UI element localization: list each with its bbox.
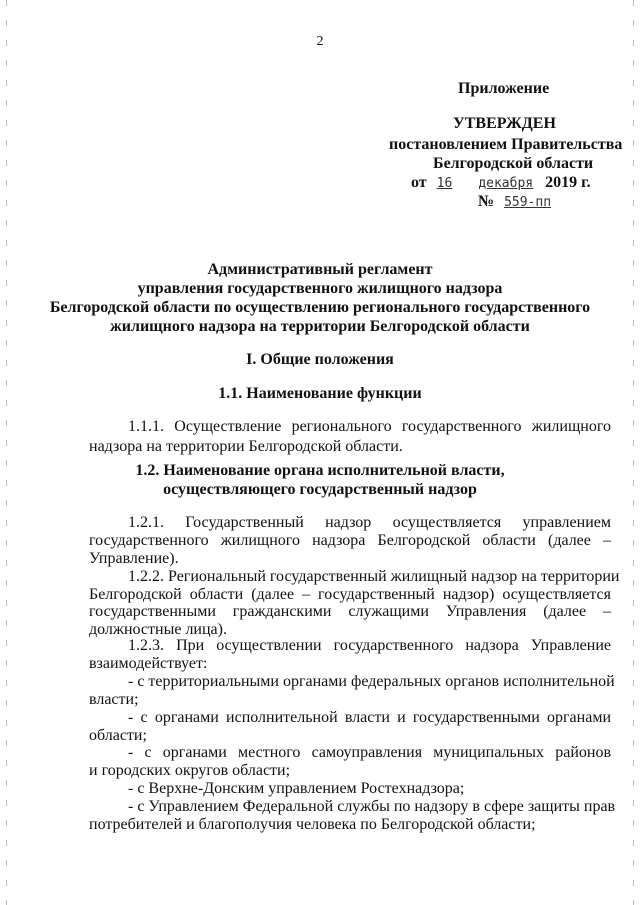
item2-line1: - с органами исполнительной власти и государственными органами [128, 709, 611, 726]
approved-by-line2: Белгородской области [433, 155, 594, 172]
item3-line2: и городских округов области; [89, 762, 291, 779]
approved-label: УТВЕРЖДЕН [453, 115, 556, 132]
p121-line2: государственного жилищного надзора Белгородской области (далее – [89, 532, 611, 549]
p111-line2: надзора на территории Белгородской области. [89, 438, 403, 455]
item5-line1: - с Управлением Федеральной службы по надзору в сфере защиты прав [128, 798, 616, 815]
p122-line2: Белгородской области (далее – государственный надзор) осуществляется [89, 586, 611, 603]
appendix-label: Приложение [458, 80, 550, 97]
title-line2: управления государственного жилищного надзора [137, 280, 503, 297]
date-day: 16 [436, 176, 453, 191]
subsection-1-1-heading: 1.1. Наименование функции [218, 385, 422, 402]
date-prefix: от [411, 174, 427, 191]
subsection-1-2-heading-line1: 1.2. Наименование органа исполнительной власти, [135, 462, 505, 479]
p122-line4: должностные лица). [89, 621, 227, 638]
item1-line1: - с территориальными органами федеральных органов исполнительной [128, 673, 615, 690]
subsection-1-2-heading-line2: осуществляющего государственный надзор [163, 481, 477, 498]
title-line4: жилищного надзора на территории Белгородской области [110, 318, 530, 335]
date-year: 2019 г. [545, 174, 591, 191]
p111-line1: 1.1.1. Осуществление регионального государственного жилищного [128, 418, 611, 435]
item2-line2: области; [89, 727, 147, 744]
p122-line1: 1.2.2. Региональный государственный жилищный надзор на территории [128, 568, 620, 585]
number-value: 559-пп [504, 195, 552, 210]
title-line1: Административный регламент [207, 261, 433, 278]
page-number: 2 [316, 34, 324, 49]
p121-line3: Управление). [89, 550, 179, 567]
approval-number [478, 193, 557, 211]
item5-line2: потребителей и благополучия человека по Белгородской области; [89, 816, 536, 833]
number-prefix: № [478, 193, 495, 210]
item3-line1: - с органами местного самоуправления муниципальных районов [128, 744, 611, 761]
p121-line1: 1.2.1. Государственный надзор осуществляется управлением [128, 514, 611, 531]
date-month: декабря [478, 176, 534, 191]
section-heading: I. Общие положения [246, 351, 394, 368]
title-line3: Белгородской области по осуществлению регионального государственного [49, 299, 591, 316]
approval-date [411, 174, 591, 192]
scan-edge-right [633, 0, 634, 905]
p122-line3: государственными гражданскими служащими Управления (далее – [89, 603, 611, 620]
p123-line2: взаимодействует: [89, 655, 208, 672]
item4: - с Верхне-Донским управлением Ростехнадзора; [128, 780, 465, 797]
approved-by-line1: постановлением Правительства [389, 136, 623, 153]
p123-line1: 1.2.3. При осуществлении государственного надзора Управление [128, 637, 611, 654]
item1-line2: власти; [89, 691, 139, 708]
scan-edge-left [6, 0, 7, 905]
